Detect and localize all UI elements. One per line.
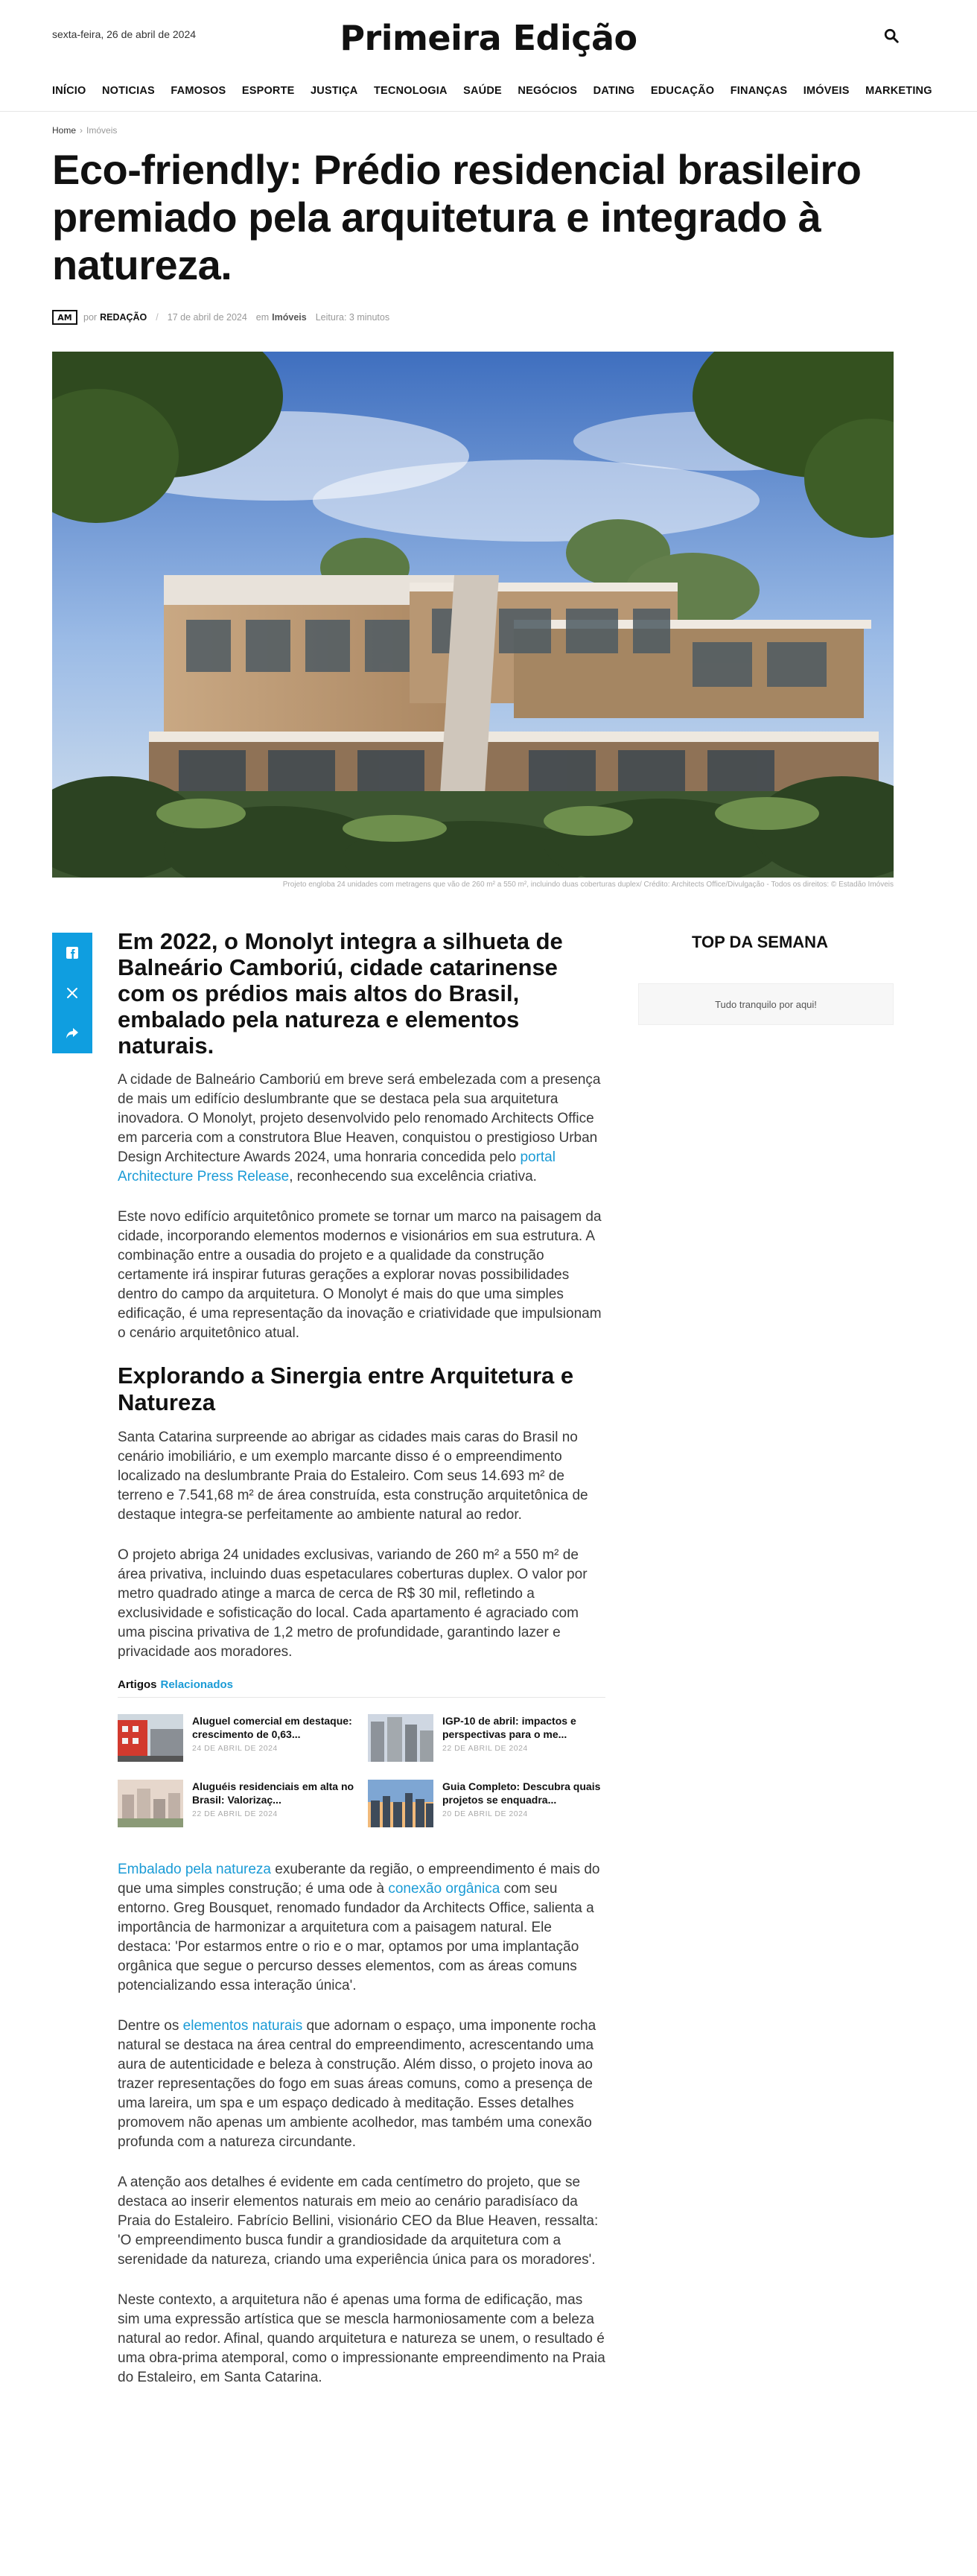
facebook-icon[interactable] [52,933,92,973]
sidebar-empty-message: Tudo tranquilo por aqui! [638,983,894,1025]
related-header [118,1678,605,1698]
site-header [0,0,977,74]
x-twitter-icon[interactable] [52,973,92,1013]
meta-divider: / [156,312,159,323]
paragraph-8: Neste contexto, a arquitetura não é apenas uma forma de edificação, mas sim uma expressão artística que se mescla harmoniosamente com a beleza natural ao redor. Afinal, quando arquitetura e natureza se unem, o resultado é uma obra-prima atemporal, como o impressionante empreendimento na Praia do Estaleiro, em Santa Catarina. [118,2292,605,2385]
paragraph-5 [118,1860,605,1996]
nav-item-imoveis[interactable]: IMÓVEIS [803,85,850,97]
publish-date: 17 de abril de 2024 [167,312,247,323]
sidebar-title: TOP DA SEMANA [692,933,828,951]
search-icon[interactable] [883,28,901,45]
breadcrumb [52,125,117,136]
related-title[interactable]: Aluguéis residenciais em alta no Brasil: Valorizaç... [192,1780,354,1806]
article-title: Eco-friendly: Prédio residencial brasileiro premiado pela arquitetura e integrado à natureza. [52,146,862,288]
category-link[interactable]: Imóveis [272,312,307,323]
related-date: 22 DE ABRIL DE 2024 [192,1809,278,1818]
related-title[interactable]: Aluguel comercial em destaque: crescimento de 0,63... [192,1715,352,1740]
section-heading: Explorando a Sinergia entre Arquitetura e Natureza [118,1362,574,1415]
paragraph-2: Este novo edifício arquitetônico promete se tornar um marco na paisagem da cidade, incorporando elementos modernos e visionários em sua estrutura. A combinação entre a ousadia do projeto e a qualidade da construção certamente irá inspirar futuras gerações a explorar novas possibilidades dentro do campo da arquitetura. O Monolyt é mais do que uma simples edificação, é uma representação da inovação e criatividade que impulsionam o cenário arquitetônico atual. [118,1209,602,1341]
paragraph-text: Dentre os [118,2018,183,2034]
nav-item-noticias[interactable]: NOTICIAS [102,85,155,97]
conexao-link[interactable]: conexão orgânica [388,1881,500,1897]
main-nav [0,80,977,112]
current-date: sexta-feira, 26 de abril de 2024 [52,28,197,40]
paragraph-text: que adornam o espaço, uma imponente rocha natural se destaca na área central do empreendimento, acrescentando uma aura de autenticidade e beleza à construção. Além disso, o projeto inova ao trazer representações do fogo em suas áreas comuns, como a presença de uma lareira, um spa e um espaço dedicado à meditação. Esses detalhes promovem não apenas um ambiente acolhedor, mas também uma conexão profunda com a natureza circundante. [118,2018,596,2150]
paragraph-text: exuberante da região, o empreendimento é mais do que uma simples construção; é uma ode à [118,1862,600,1897]
related-item[interactable] [118,1780,368,1827]
nav-item-justica[interactable]: JUSTIÇA [311,85,358,97]
paragraph-text: A cidade de Balneário Camboriú em breve será embelezada com a presença de mais um edifício deslumbrante que se destaca pela sua arquitetura inovadora. O Monolyt, projeto desenvolvido pelo renomado Architects Office em parceria com a construtora Blue Heaven, conquistou o prestigioso Urban Design Architecture Awards 2024, uma honraria concedida pelo [118,1072,601,1165]
breadcrumb-separator: › [80,125,83,136]
natureza-link[interactable]: Embalado pela natureza [118,1862,271,1877]
paragraph-text: com seu entorno. Greg Bousquet, renomado fundador da Architects Office, salienta a importância de harmonizar a arquitetura com a paisagem natural. Ele destaca: 'Por estarmos entre o rio e o mar, optamos por uma implantação orgânica que segue o percurso desses elementos, com as áreas comuns potencializando essa interação única'. [118,1881,594,1993]
paragraph-4: O projeto abriga 24 unidades exclusivas, variando de 260 m² a 550 m² de área privativa, incluindo duas espetaculares coberturas duplex. O valor por metro quadrado atinge a marca de cerca de R$ 30 mil, refletindo a exclusividade e sofisticação do local. Cada apartamento é agraciado com uma piscina privativa de 1,2 metro de profundidade, garantindo lazer e privacidade aos moradores. [118,1547,588,1660]
related-item[interactable] [368,1780,605,1827]
related-date: 22 DE ABRIL DE 2024 [442,1744,528,1753]
meta-in: em [255,312,270,323]
related-title[interactable]: Guia Completo: Descubra quais projetos se enquadra... [442,1780,601,1806]
paragraph-7: A atenção aos detalhes é evidente em cada centímetro do projeto, que se destaca ao inserir elementos naturais em meio ao cenário paradisíaco da Praia do Estaleiro. Fabrício Bellini, visionário CEO da Blue Heaven, ressalta: 'O empreendimento busca fundir a grandiosidade da arquitetura com a serenidade da natureza, criando uma experiência única para os moradores'. [118,2174,599,2268]
paragraph-3: Santa Catarina surpreende ao abrigar as cidades mais caras do Brasil no cenário imobiliário, e um exemplo marcante disso é o empreendimento localizado na deslumbrante Praia do Estaleiro. Com seus 14.693 m² de terreno e 7.541,68 m² de área construída, esta construção arquitetônica de destaque integra-se perfeitamente ao ambiente natural ao redor. [118,1430,588,1523]
author-logo: AM [52,310,77,325]
related-date: 20 DE ABRIL DE 2024 [442,1809,528,1818]
breadcrumb-home[interactable]: Home [52,125,77,136]
related-thumbnail[interactable] [368,1714,433,1762]
hero-image [52,352,894,878]
nav-item-inicio[interactable]: INÍCIO [52,85,86,97]
related-item[interactable] [118,1714,368,1762]
meta-by: por [83,312,98,323]
nav-item-negocios[interactable]: NEGÓCIOS [518,85,578,97]
paragraph-1 [118,1070,605,1187]
read-time: Leitura: 3 minutos [315,312,390,323]
related-thumbnail[interactable] [368,1780,433,1827]
related-item[interactable] [368,1714,605,1762]
related-label-accent: Relacionados [160,1678,234,1691]
author-name[interactable]: REDAÇÃO [100,312,147,323]
related-thumbnail[interactable] [118,1780,183,1827]
sidebar [638,933,894,1025]
image-caption: Projeto engloba 24 unidades com metragens que vão de 260 m² a 550 m², incluindo duas coberturas duplex/ Crédito: Architects Office/Divulgação - Todos os direitos: © Estadão Imóveis [282,881,894,889]
nav-item-dating[interactable]: DATING [593,85,635,97]
share-icon[interactable] [52,1013,92,1053]
article-meta [52,308,389,326]
nav-item-educacao[interactable]: EDUCAÇÃO [650,85,715,97]
elementos-link[interactable]: elementos naturais [182,2018,303,2034]
paragraph-text: , reconhecendo sua excelência criativa. [289,1169,537,1184]
paragraph-6 [118,2017,605,2152]
share-bar [52,933,92,1053]
related-date: 24 DE ABRIL DE 2024 [192,1744,278,1753]
nav-item-famosos[interactable]: FAMOSOS [171,85,226,97]
related-thumbnail[interactable] [118,1714,183,1762]
related-articles [118,1678,605,1827]
site-logo[interactable]: Primeira Edição [340,18,637,58]
nav-item-saude[interactable]: SAÚDE [463,85,502,97]
portal-link[interactable]: portal Architecture Press Release [118,1149,556,1184]
related-title[interactable]: IGP-10 de abril: impactos e perspectivas para o me... [442,1715,576,1740]
nav-item-financas[interactable]: FINANÇAS [730,85,788,97]
article-body [118,928,605,2408]
nav-item-esporte[interactable]: ESPORTE [241,85,295,97]
article-lead: Em 2022, o Monolyt integra a silhueta de Balneário Camboriú, cidade catarinense com os prédios mais altos do Brasil, embalado pela natureza e elementos naturais. [118,928,563,1059]
nav-item-tecnologia[interactable]: TECNOLOGIA [373,85,448,97]
nav-item-marketing[interactable]: MARKETING [865,85,932,97]
related-label: Artigos [118,1678,157,1691]
breadcrumb-current[interactable]: Imóveis [86,125,118,136]
